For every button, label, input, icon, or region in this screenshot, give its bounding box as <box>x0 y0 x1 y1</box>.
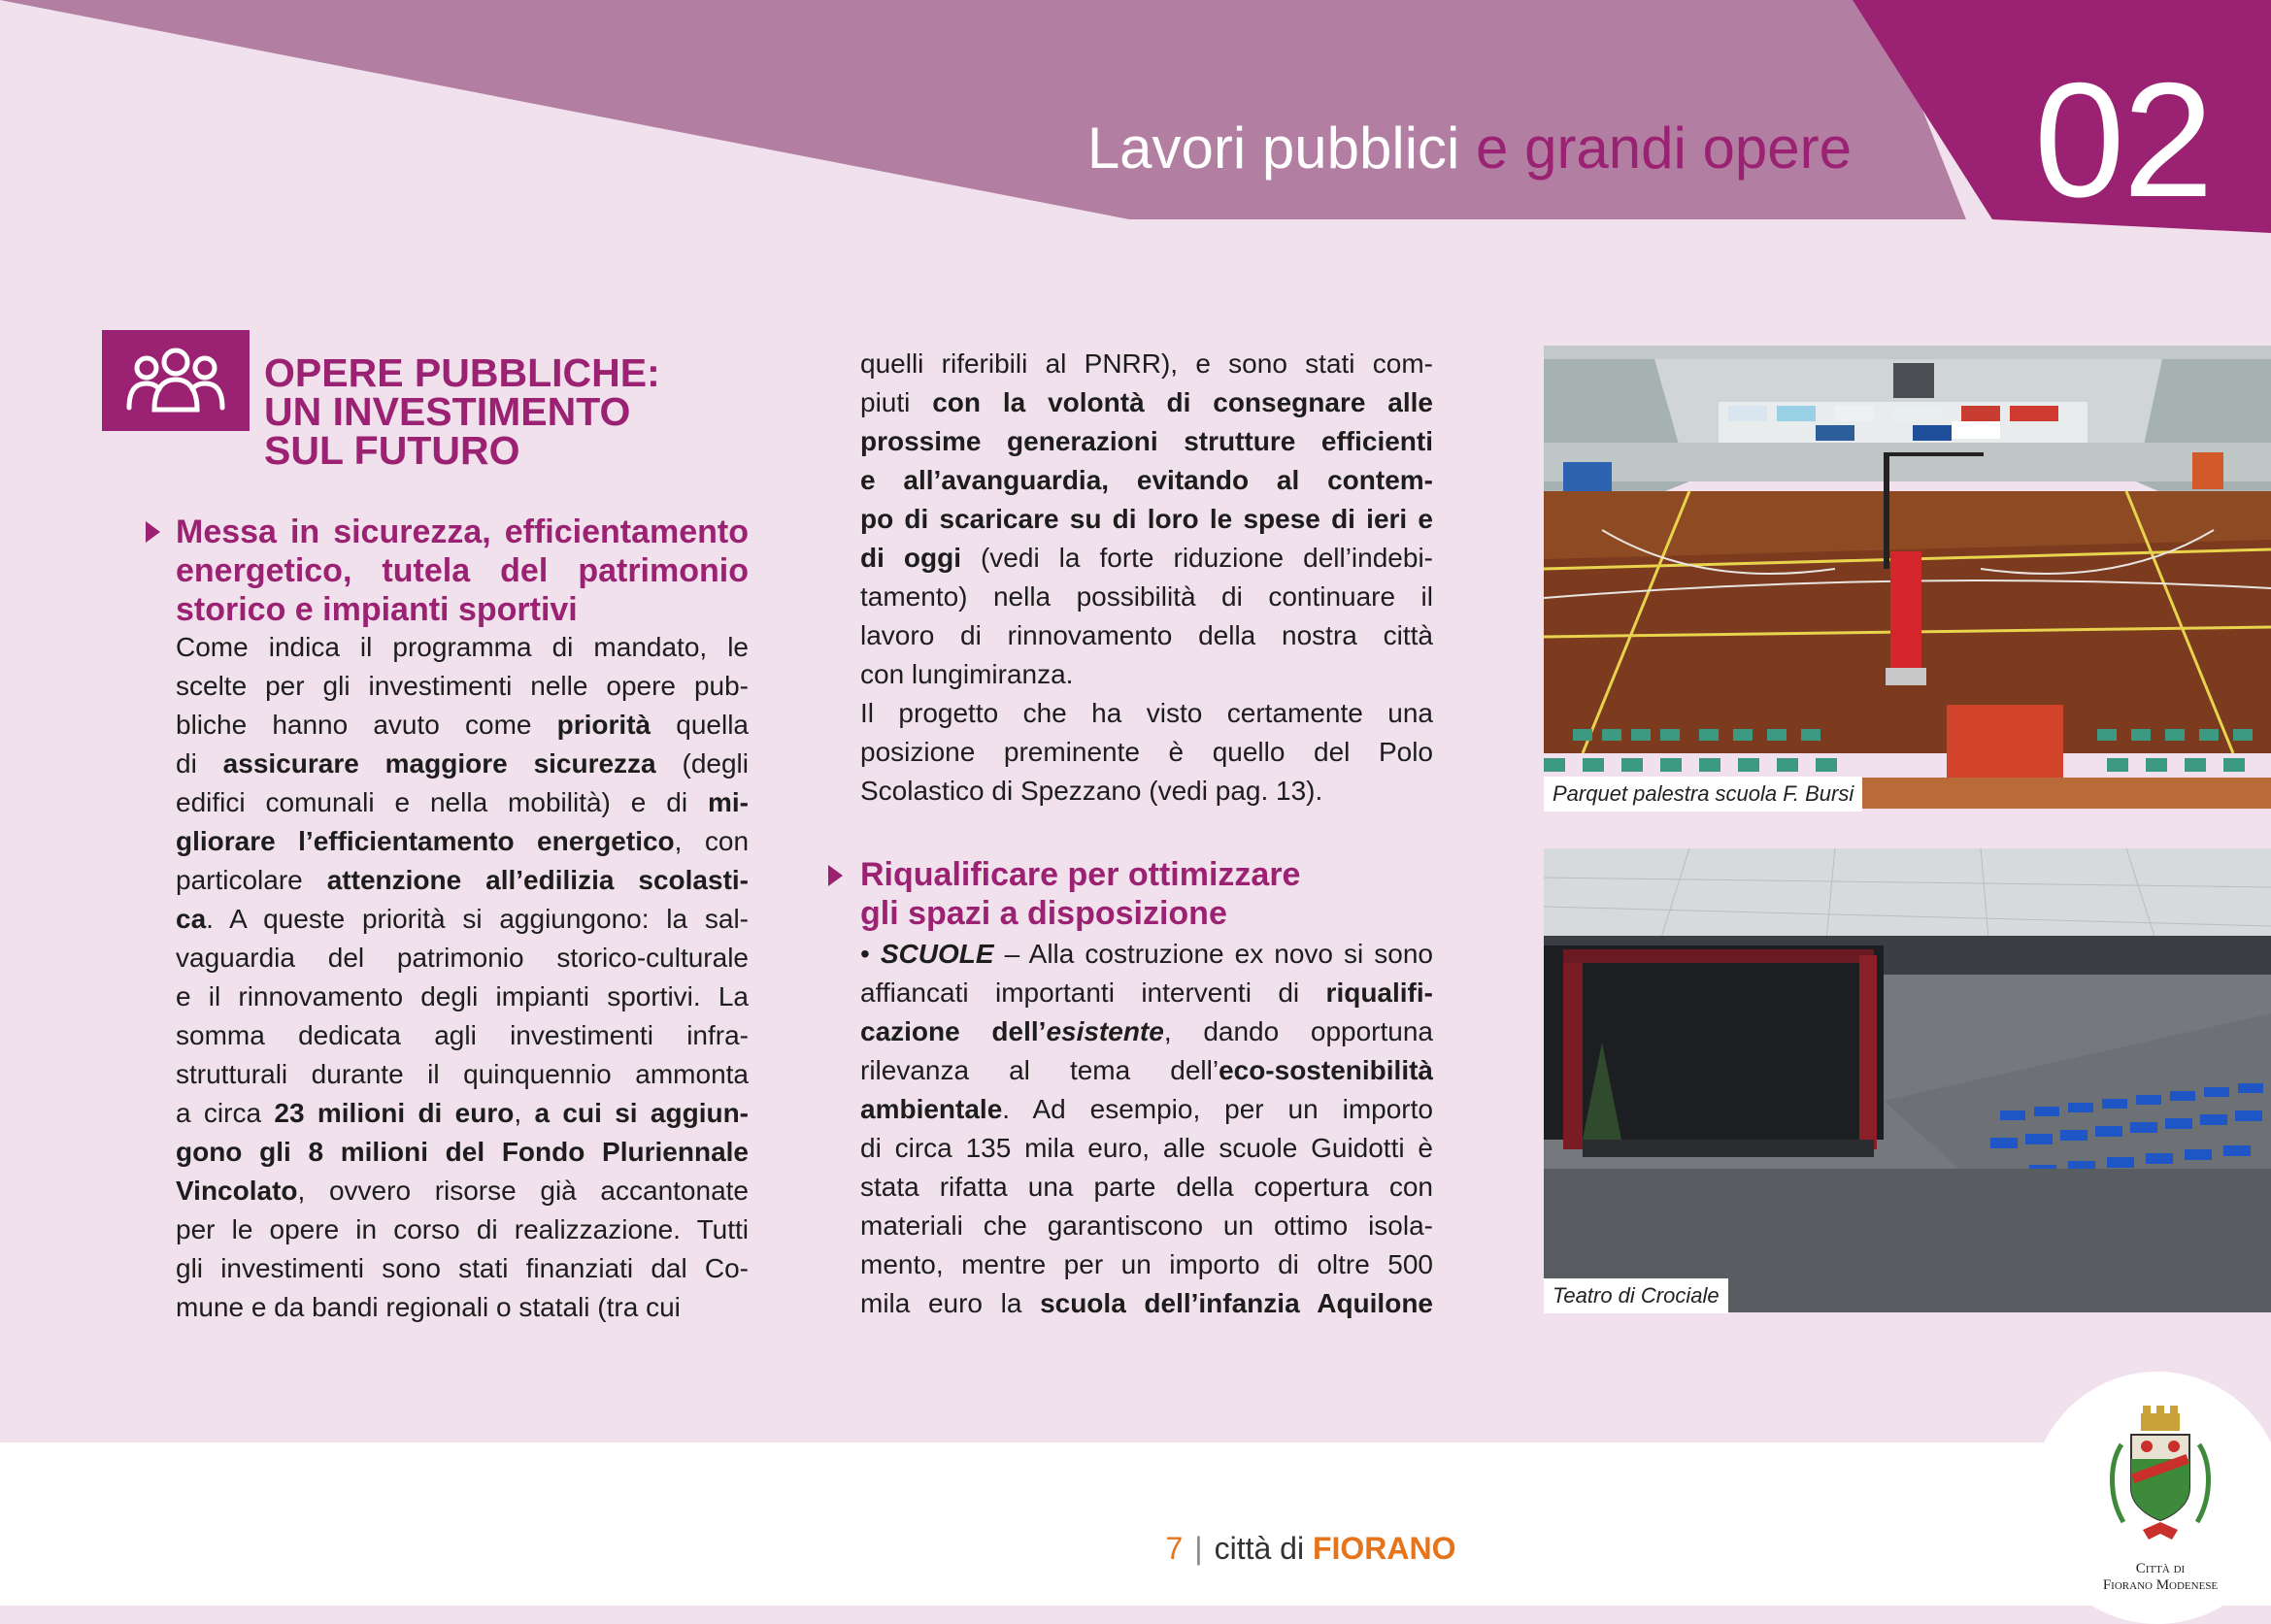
body-text-line: prossime generazioni strutture efficienti <box>860 426 1433 456</box>
subheading-safety-efficiency <box>176 513 749 629</box>
body-text-line: Il progetto che ha visto certamente una <box>860 698 1433 728</box>
chapter-number: 02 <box>2034 49 2212 231</box>
text-column-2 <box>860 345 1433 811</box>
subheading-line: gli spazi a disposizione <box>860 895 1227 932</box>
body-text-line: e il rinnovamento degli impianti sportivi. La <box>176 981 749 1011</box>
body-text-line: scelte per gli investimenti nelle opere pub- <box>176 671 749 701</box>
body-text-line: gliorare l’efficientamento energetico, con <box>176 826 750 856</box>
body-text-line: piuti con la volontà di consegnare alle <box>860 387 1433 417</box>
body-text-line: affiancati importanti interventi di riqualifi- <box>860 978 1433 1008</box>
header-mauve-band <box>0 0 1966 219</box>
body-text-line: • SCUOLE – Alla costruzione ex novo si sono <box>860 939 1433 969</box>
theatre-photo-caption: Teatro di Crociale <box>1544 1278 1728 1313</box>
people-group-icon <box>102 330 250 431</box>
body-text-line: gli investimenti sono stati finanziati dal Co- <box>176 1253 749 1283</box>
body-text-line: somma dedicata agli investimenti infra- <box>176 1020 749 1050</box>
gym-photo-caption: Parquet palestra scuola F. Bursi <box>1544 777 1862 812</box>
triangle-bullet-icon <box>828 865 843 886</box>
body-text-line: Scolastico di Spezzano (vedi pag. 13). <box>860 776 1323 806</box>
body-text-line: per le opere in corso di realizzazione. Tutti <box>176 1214 749 1244</box>
body-text-line: particolare attenzione all’edilizia scolasti- <box>176 865 750 895</box>
page-footer <box>0 1442 2271 1606</box>
body-text-line: stata rifatta una parte della copertura con <box>860 1172 1433 1202</box>
body-text-line: con lungimiranza. <box>860 659 1074 689</box>
section-title-line: OPERE PUBBLICHE: <box>264 350 660 395</box>
body-text-line: tamento) nella possibilità di continuare il <box>860 581 1433 612</box>
footer-credit: 7 | città di FIORANO <box>1165 1531 1456 1566</box>
page-number: 7 <box>1165 1531 1184 1566</box>
page-title: Lavori pubblici e grandi opere <box>1086 116 1852 181</box>
body-text-line: di oggi (vedi la forte riduzione dell’indebi- <box>860 543 1433 573</box>
body-text-line: Vincolato, ovvero risorse già accantonate <box>176 1176 749 1206</box>
body-text-line: edifici comunali e nella mobilità) e di mi- <box>176 787 749 817</box>
body-text-line: cazione dell’esistente, dando opportuna <box>860 1016 1434 1046</box>
body-text-line: lavoro di rinnovamento della nostra città <box>860 620 1433 650</box>
section-title-line: UN INVESTIMENTO <box>264 389 631 434</box>
body-text-line: vaguardia del patrimonio storico-culturale <box>176 943 749 973</box>
subheading-requalify-spaces <box>860 855 1433 933</box>
body-text-line: di assicurare maggiore sicurezza (degli <box>176 748 749 779</box>
body-text-line: posizione preminente è quello del Polo <box>860 737 1433 767</box>
body-text-line: mune e da bandi regionali o statali (tra cui <box>176 1292 681 1322</box>
body-text-line: bliche hanno avuto come priorità quella <box>176 710 750 740</box>
section-title <box>264 350 660 473</box>
body-text-line: e all’avanguardia, evitando al contem- <box>860 465 1433 495</box>
municipal-coat-of-arms-icon <box>2104 1406 2217 1561</box>
body-text-line: rilevanza al tema dell’eco-sostenibilità <box>860 1055 1433 1085</box>
subheading-line: Riqualificare per ottimizzare <box>860 856 1301 893</box>
body-text-line: mila euro la scuola dell’infanzia Aquilone <box>860 1288 1433 1318</box>
theatre-photo <box>1544 848 2271 1312</box>
subheading-line: energetico, tutela del patrimonio <box>176 552 749 589</box>
body-text-line: a circa 23 milioni di euro, a cui si aggiun- <box>176 1098 750 1128</box>
logo-caption: Città di Fiorano Modenese <box>2102 1561 2219 1593</box>
gym-parquet-photo <box>1544 346 2271 809</box>
body-text-line: strutturali durante il quinquennio ammonta <box>176 1059 749 1089</box>
subheading-line: storico e impianti sportivi <box>176 591 578 628</box>
text-column-3 <box>860 935 1433 1323</box>
body-text-line: Come indica il programma di mandato, le <box>176 632 749 662</box>
body-text-line: materiali che garantiscono un ottimo isola- <box>860 1210 1433 1241</box>
body-text-line: ca. A queste priorità si aggiungono: la sal- <box>176 904 749 934</box>
body-text-line: gono gli 8 milioni del Fondo Pluriennale <box>176 1137 749 1167</box>
body-text-line: di circa 135 mila euro, alle scuole Guidotti è <box>860 1133 1433 1163</box>
text-column-1 <box>176 628 749 1327</box>
subheading-line: Messa in sicurezza, efficientamento <box>176 514 749 550</box>
section-title-line: SUL FUTURO <box>264 428 520 473</box>
body-text-line: ambientale. Ad esempio, per un importo <box>860 1094 1433 1124</box>
triangle-bullet-icon <box>146 521 160 543</box>
body-text-line: mento, mentre per un importo di oltre 500 <box>860 1249 1433 1279</box>
body-text-line: quelli riferibili al PNRR), e sono stati com- <box>860 348 1433 379</box>
body-text-line: po di scaricare su di loro le spese di ieri e <box>860 504 1433 534</box>
